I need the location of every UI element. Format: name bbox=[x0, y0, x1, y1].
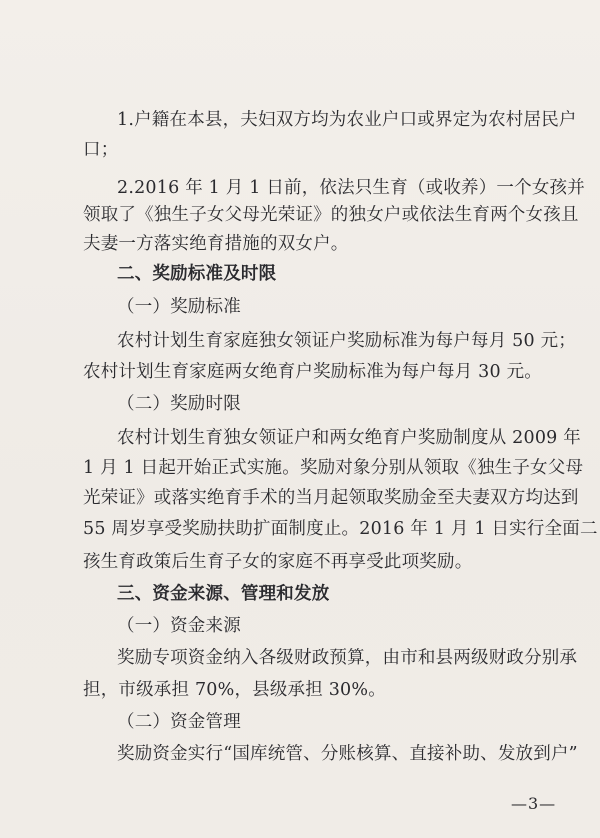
paragraph-line: 口； bbox=[83, 140, 119, 160]
paragraph-line: 夫妻一方落实绝育措施的双女户。 bbox=[83, 234, 349, 254]
paragraph-line: 领取了《独生子女父母光荣证》的独女户或依法生育两个女孩且 bbox=[83, 205, 579, 225]
paragraph-line: 农村计划生育家庭两女绝育户奖励标准为每户每月 30 元。 bbox=[83, 362, 542, 382]
paragraph-line: 光荣证》或落实绝育手术的当月起领取奖励金至夫妻双方均达到 bbox=[83, 488, 579, 508]
section-heading: 二、奖励标准及时限 bbox=[117, 264, 277, 284]
subsection-heading: （一）奖励标准 bbox=[117, 297, 241, 317]
section-heading: 三、资金来源、管理和发放 bbox=[117, 584, 330, 604]
paragraph-line: 2.2016 年 1 月 1 日前，依法只生育（或收养）一个女孩并 bbox=[117, 178, 585, 198]
paragraph-line: 农村计划生育独女领证户和两女绝育户奖励制度从 2009 年 bbox=[117, 428, 581, 448]
page-number: —3— bbox=[511, 794, 557, 813]
paragraph-line: 担，市级承担 70%，县级承担 30%。 bbox=[83, 680, 386, 700]
subsection-heading: （一）资金来源 bbox=[117, 616, 241, 636]
paragraph-line: 1.户籍在本县，夫妇双方均为农业户口或界定为农村居民户 bbox=[117, 110, 577, 130]
paragraph-line: 孩生育政策后生育子女的家庭不再享受此项奖励。 bbox=[83, 552, 473, 572]
paragraph-line: 农村计划生育家庭独女领证户奖励标准为每户每月 50 元； bbox=[117, 331, 576, 351]
subsection-heading: （二）资金管理 bbox=[117, 712, 241, 732]
paragraph-line: 奖励专项资金纳入各级财政预算，由市和县两级财政分别承 bbox=[117, 648, 578, 668]
paragraph-line: 1 月 1 日起开始正式实施。奖励对象分别从领取《独生子女父母 bbox=[83, 458, 584, 478]
paragraph-line: 55 周岁享受奖励扶助扩面制度止。2016 年 1 月 1 日实行全面二 bbox=[83, 519, 598, 539]
subsection-heading: （二）奖励时限 bbox=[117, 394, 241, 414]
paragraph-line: 奖励资金实行“国库统管、分账核算、直接补助、发放到户” bbox=[117, 744, 578, 764]
